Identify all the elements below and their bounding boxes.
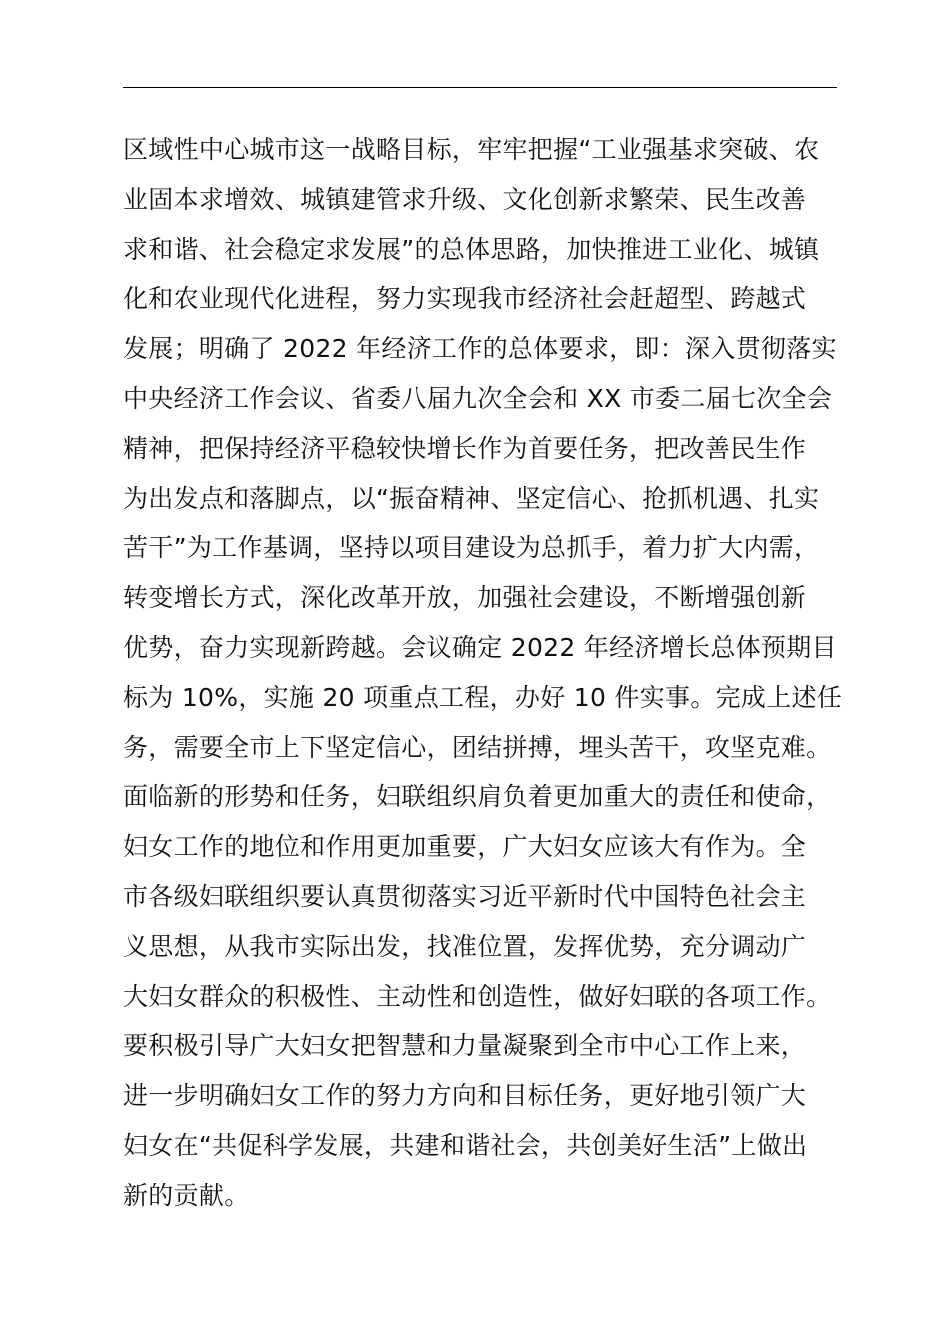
text-line: 面临新的形势和任务，妇联组织肩负着更加重大的责任和使命， <box>123 782 832 812</box>
text-line: 发展；明确了 2022 年经济工作的总体要求，即：深入贯彻落实 <box>123 334 837 364</box>
text-line: 区域性中心城市这一战略目标，牢牢把握“工业强基求突破、农 <box>123 135 820 164</box>
text-line: 义思想，从我市实际出发，找准位置，发挥优势，充分调动广 <box>123 931 807 961</box>
text-line: 中央经济工作会议、省委八届九次全会和 XX 市委二届七次全会 <box>123 383 833 413</box>
text-line: 求和谐、社会稳定求发展”的总体思路，加快推进工业化、城镇 <box>123 234 820 264</box>
text-line: 市各级妇联组织要认真贯彻落实习近平新时代中国特色社会主 <box>123 881 807 911</box>
text-line: 大妇女群众的积极性、主动性和创造性，做好妇联的各项工作。 <box>123 981 832 1011</box>
text-line: 妇女在“共促科学发展，共建和谐社会，共创美好生活”上做出 <box>123 1130 808 1160</box>
text-line: 要积极引导广大妇女把智慧和力量凝聚到全市中心工作上来， <box>123 1031 807 1061</box>
text-line: 进一步明确妇女工作的努力方向和目标任务，更好地引领广大 <box>123 1081 807 1111</box>
text-line: 精神，把保持经济平稳较快增长作为首要任务，把改善民生作 <box>123 433 807 463</box>
text-line: 务，需要全市上下坚定信心，团结拼搏，埋头苦干，攻坚克难。 <box>123 732 832 762</box>
header-rule <box>123 87 837 88</box>
body-paragraph <box>123 125 883 1221</box>
text-line: 苦干”为工作基调，坚持以项目建设为总抓手，着力扩大内需， <box>123 533 820 563</box>
text-line: 业固本求增效、城镇建管求升级、文化创新求繁荣、民生改善 <box>123 184 807 214</box>
text-line: 化和农业现代化进程，努力实现我市经济社会赶超型、跨越式 <box>123 284 807 314</box>
text-line: 为出发点和落脚点，以“振奋精神、坚定信心、抢抓机遇、扎实 <box>123 483 820 513</box>
text-line: 标为 10%，实施 20 项重点工程，办好 10 件实事。完成上述任 <box>123 682 843 712</box>
text-line: 新的贡献。 <box>123 1180 250 1210</box>
text-line: 优势，奋力实现新跨越。会议确定 2022 年经济增长总体预期目 <box>123 632 837 662</box>
text-line: 妇女工作的地位和作用更加重要，广大妇女应该大有作为。全 <box>123 832 807 862</box>
text-line: 转变增长方式，深化改革开放，加强社会建设，不断增强创新 <box>123 583 807 613</box>
